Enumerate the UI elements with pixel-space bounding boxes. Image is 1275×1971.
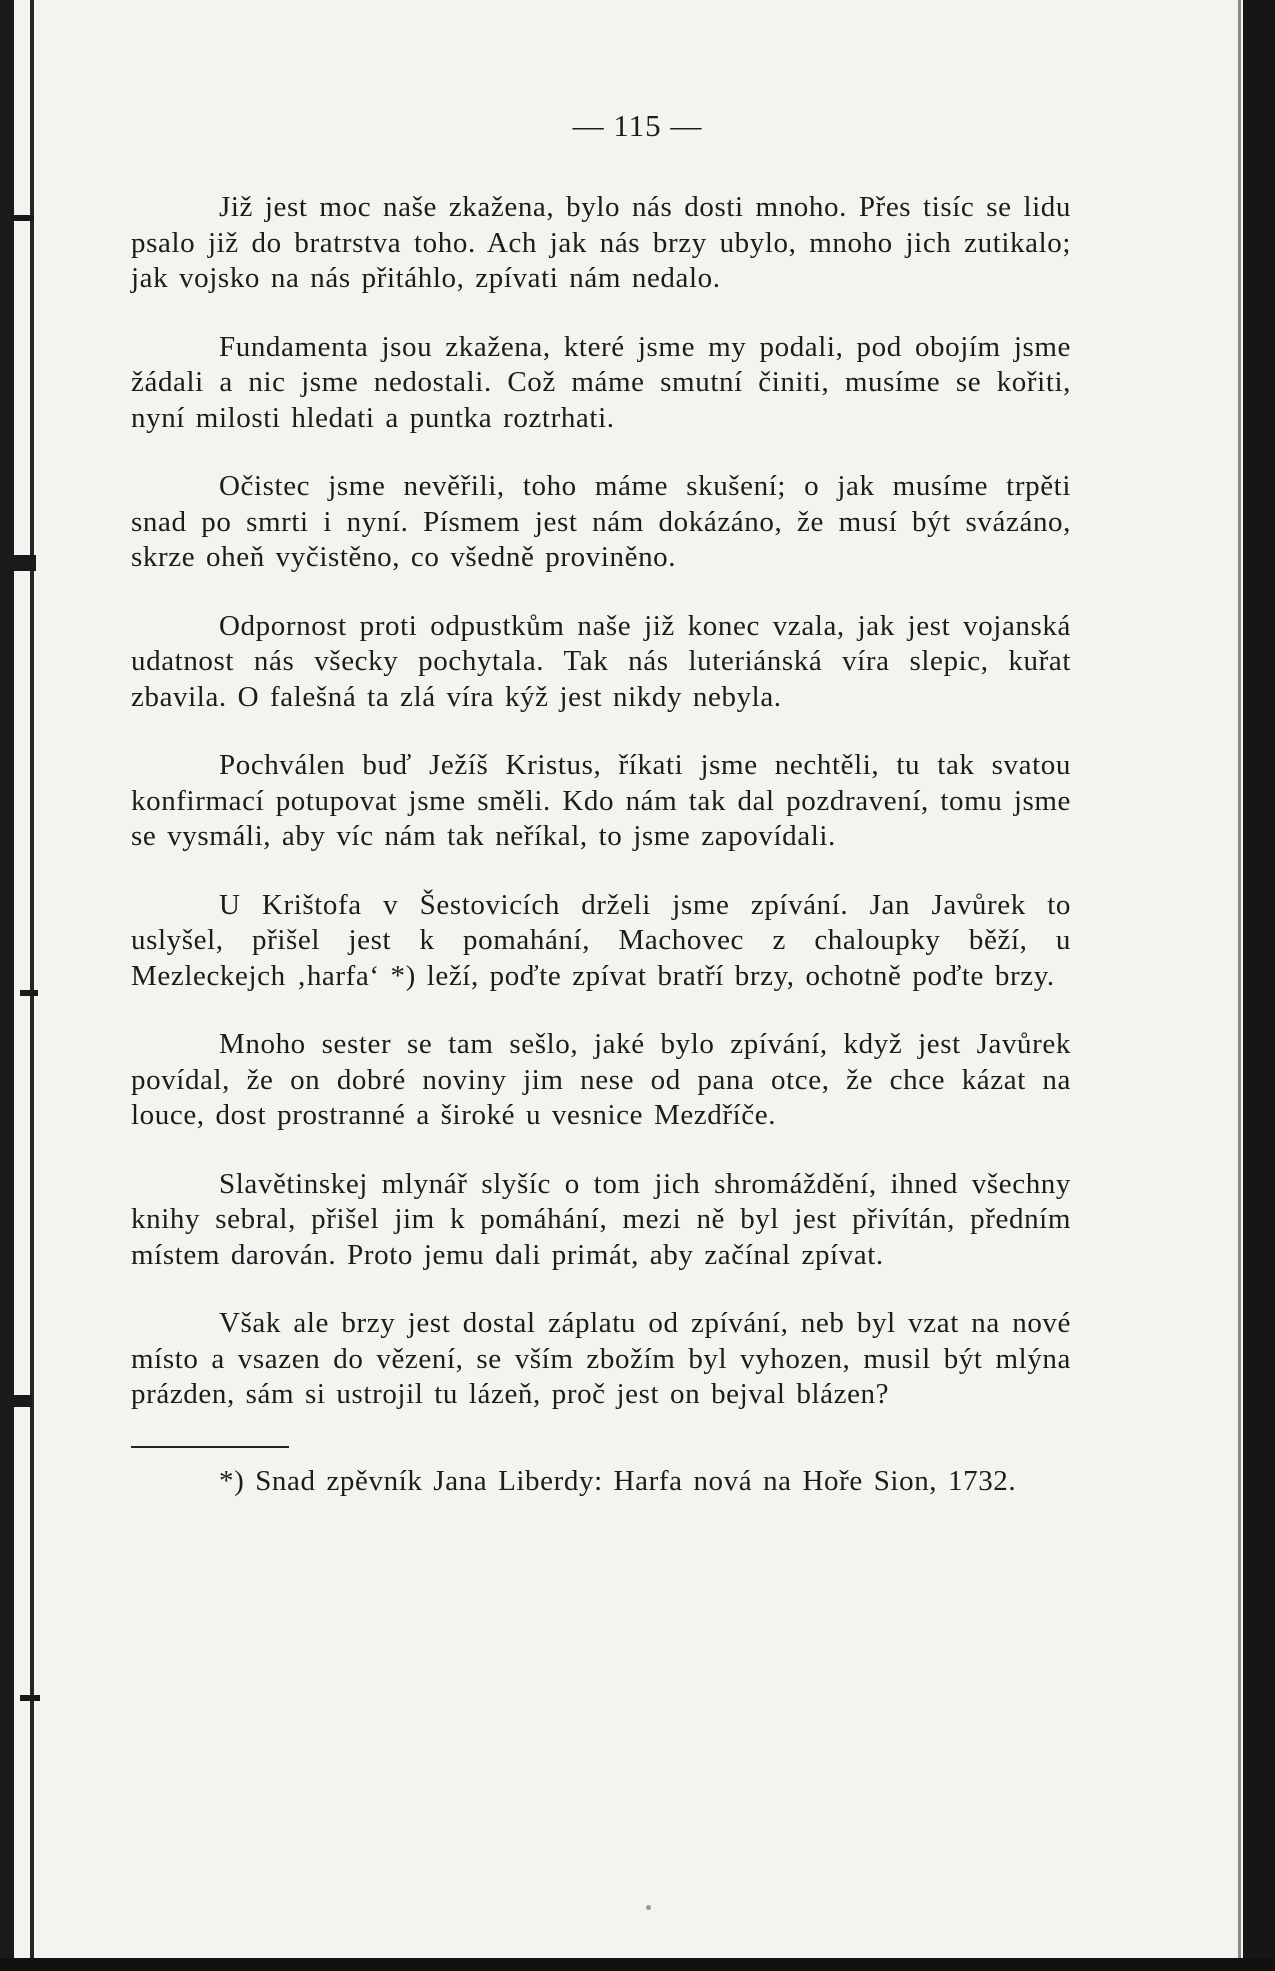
stanza: Mnoho sester se tam sešlo, jaké bylo zpívání, když jest Javůrek povídal, že on dobré noviny jim nese od pana otce, že chce kázat na louce, dost prostranné a široké u vesnice Mezdříče. bbox=[131, 1028, 1071, 1131]
footnote: *) Snad zpěvník Jana Liberdy: Harfa nová na Hoře Sion, 1732. bbox=[219, 1464, 1017, 1497]
page-number: — 115 — bbox=[572, 108, 703, 143]
binding-line bbox=[30, 0, 34, 1971]
poem-text bbox=[131, 190, 1071, 1499]
footnote-divider bbox=[131, 1446, 289, 1448]
scan-speck bbox=[646, 1905, 651, 1910]
binding-mark bbox=[6, 555, 36, 571]
stanza: Slavětinskej mlynář slyšíc o tom jich shromáždění, ihned všechny knihy sebral, přišel jim k pomáhání, mezi ně byl jest přivítán, předním místem darován. Proto jemu dali primát, aby začínal zpívat. bbox=[131, 1167, 1071, 1271]
stanza: Však ale brzy jest dostal záplatu od zpívání, neb byl vzat na nové místo a vsazen do vězení, se vším zbožím byl vyhozen, musil být mlýna prázden, sám si ustrojil tu lázeň, proč jest on bejval blázen? bbox=[131, 1307, 1071, 1410]
binding-mark bbox=[20, 990, 38, 996]
stanza: Očistec jsme nevěřili, toho máme skušení; o jak musíme trpěti snad po smrti i nyní. Písmem jest nám dokázáno, že musí být svázáno, skrze oheň vyčistěno, co všedně proviněno. bbox=[131, 470, 1071, 573]
scan-edge-left bbox=[0, 0, 14, 1971]
stanza: Odpornost proti odpustkům naše již konec vzala, jak jest vojanská udatnost nás všecky pochytala. Tak nás luteriánská víra slepic, kuřat zbavila. O falešná ta zlá víra kýž jest nikdy nebyla. bbox=[131, 609, 1071, 713]
binding-mark bbox=[20, 1695, 40, 1701]
stanza: U Krištofa v Šestovicích drželi jsme zpívání. Jan Javůrek to uslyšel, přišel jest k pomahání, Machovec z chaloupky běží, u Mezleckejch ‚harfa‘ *) leží, poďte zpívat bratří brzy, ochotně poďte brzy. bbox=[131, 888, 1071, 992]
binding-mark bbox=[10, 1395, 32, 1407]
binding-mark bbox=[10, 215, 34, 221]
scan-edge-right bbox=[1243, 0, 1275, 1971]
stanza: Již jest moc naše zkažena, bylo nás dosti mnoho. Přes tisíc se lidu psalo již do bratrstva toho. Ach jak nás brzy ubylo, mnoho jich zutikalo; jak vojsko na nás přitáhlo, zpívati nám nedalo. bbox=[131, 191, 1071, 294]
scan-edge-bottom bbox=[0, 1958, 1275, 1971]
stanza: Fundamenta jsou zkažena, které jsme my podali, pod obojím jsme žádali a nic jsme nedostali. Což máme smutní činiti, musíme se kořiti, nyní milosti hledati a puntka roztrhati. bbox=[131, 330, 1071, 434]
page-edge-line bbox=[1238, 0, 1241, 1971]
stanza: Pochválen buď Ježíš Kristus, říkati jsme nechtěli, tu tak svatou konfirmací potupovat jsme směli. Kdo nám tak dal pozdravení, tomu jsme se vysmáli, aby víc nám tak neříkal, to jsme zapovídali. bbox=[131, 749, 1071, 852]
